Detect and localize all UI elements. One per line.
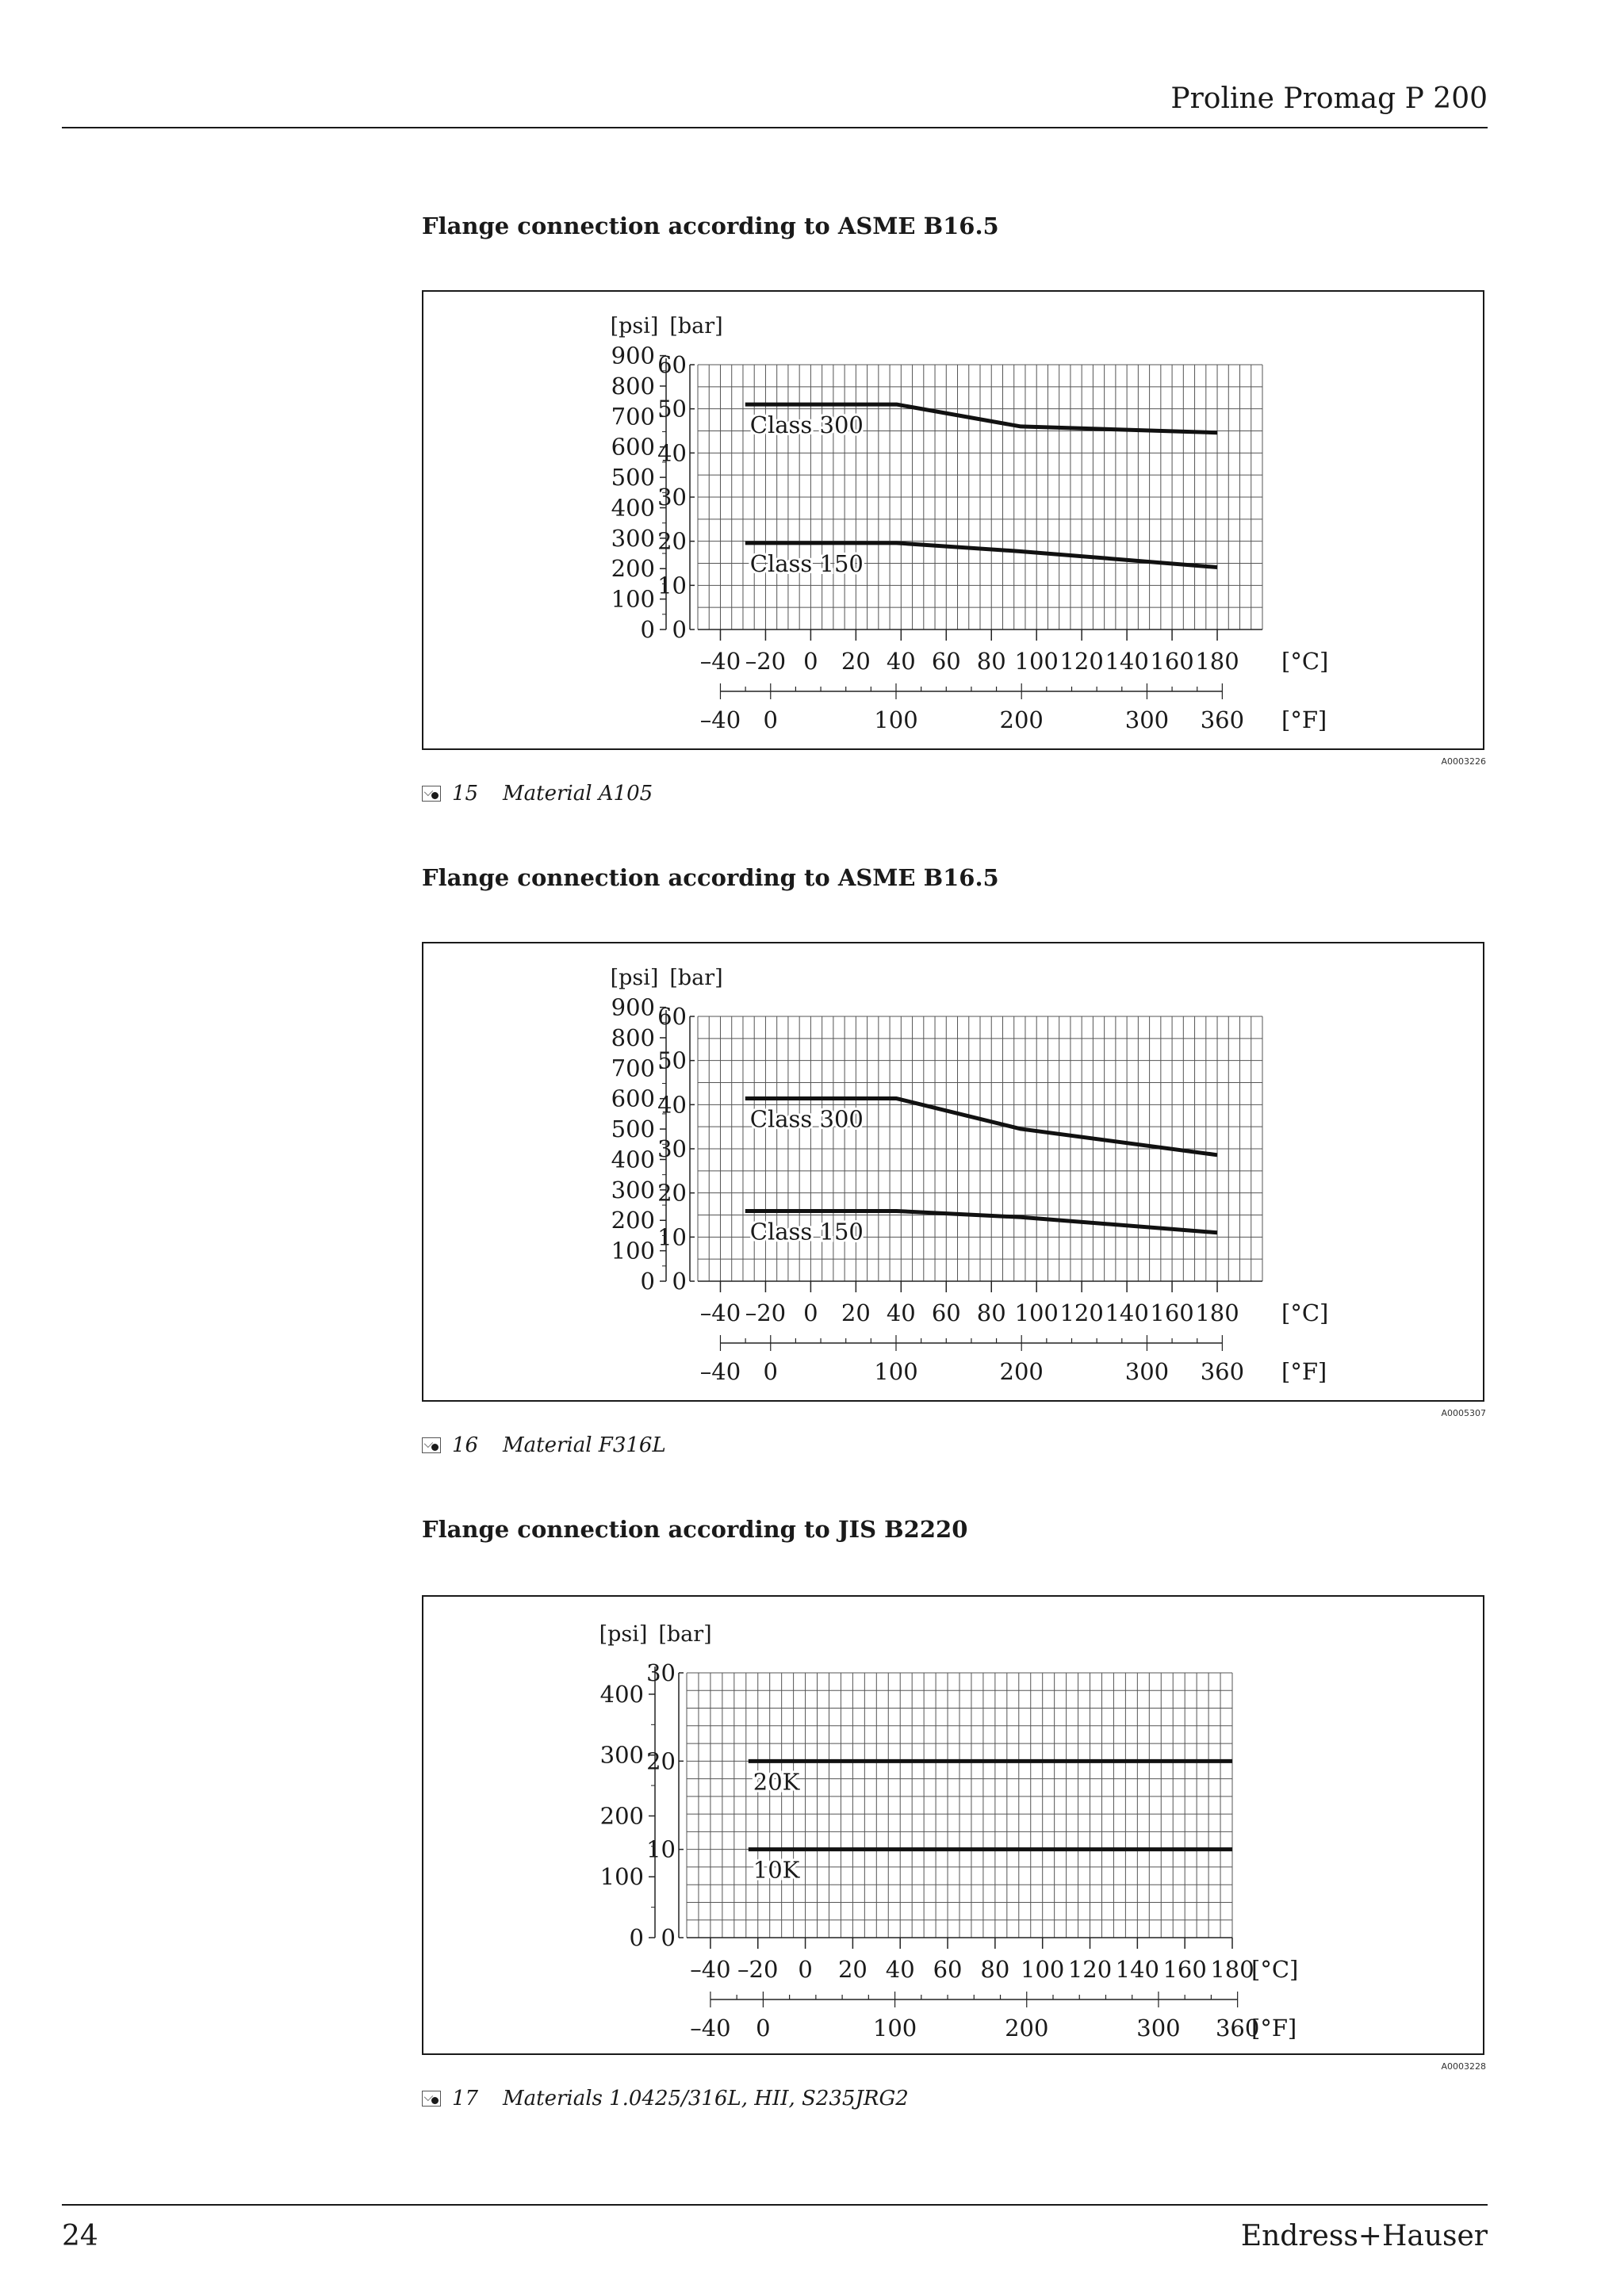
y-tick-label: 20 xyxy=(657,1179,687,1207)
y-tick-label: 60 xyxy=(657,1003,687,1030)
x-tick-label: –20 xyxy=(737,1956,779,1983)
y2-axis-label: [psi] xyxy=(610,966,659,990)
y2-tick-label: 0 xyxy=(640,1268,655,1295)
y-axis-label: [bar] xyxy=(669,966,723,990)
x-tick-label: 160 xyxy=(1150,648,1194,675)
figure-number: 16 xyxy=(452,1433,479,1457)
pressure-temperature-chart xyxy=(423,1597,1486,2057)
x2-axis-label: [°F] xyxy=(1281,706,1327,733)
y-tick-label: 40 xyxy=(657,1091,687,1119)
series-label: 20K xyxy=(753,1768,800,1796)
figure-caption xyxy=(422,1433,666,1457)
y-tick-label: 10 xyxy=(646,1835,676,1863)
x-tick-label: 140 xyxy=(1105,648,1149,675)
figure-caption-text: Material A105 xyxy=(503,782,653,806)
x-tick-label: 160 xyxy=(1162,1956,1207,1983)
header-rule xyxy=(62,127,1488,128)
chart-frame xyxy=(422,1595,1484,2055)
y2-tick-label: 400 xyxy=(611,1146,655,1173)
y2-tick-label: 500 xyxy=(611,1115,655,1143)
y2-tick-label: 900 xyxy=(611,993,655,1021)
x-tick-label: –40 xyxy=(699,1299,741,1326)
x-tick-label: 20 xyxy=(841,648,871,675)
y-tick-label: 10 xyxy=(657,572,687,599)
y-tick-label: 60 xyxy=(657,351,687,378)
x2-tick-label: 300 xyxy=(1136,2015,1181,2042)
y2-tick-label: 700 xyxy=(611,403,655,430)
x2-tick-label: 0 xyxy=(763,706,778,733)
x2-tick-label: 300 xyxy=(1124,1358,1170,1385)
footer-rule xyxy=(62,2204,1488,2206)
figure-caption-text: Material F316L xyxy=(503,1433,666,1457)
y2-tick-label: 100 xyxy=(611,585,655,613)
section-heading: Flange connection according to ASME B16.5 xyxy=(422,864,999,891)
y-tick-label: 50 xyxy=(657,1047,687,1074)
series-label: 10K xyxy=(753,1856,800,1884)
y-tick-label: 20 xyxy=(657,527,687,555)
y2-tick-label: 100 xyxy=(611,1237,655,1265)
drawing-code: A0005307 xyxy=(1441,1408,1486,1418)
y2-tick-label: 300 xyxy=(599,1741,644,1769)
x-tick-label: 60 xyxy=(933,1956,963,1983)
x-tick-label: –40 xyxy=(699,648,741,675)
x-tick-label: 140 xyxy=(1115,1956,1160,1983)
x2-tick-label: 100 xyxy=(874,1358,918,1385)
y-axis-label: [bar] xyxy=(658,1622,712,1647)
pressure-temperature-chart xyxy=(423,292,1486,752)
x2-tick-label: –40 xyxy=(699,706,741,733)
chart-frame xyxy=(422,290,1484,750)
drawing-code: A0003228 xyxy=(1441,2061,1486,2072)
x2-tick-label: 360 xyxy=(1200,706,1245,733)
x2-tick-label: –40 xyxy=(690,2015,731,2042)
y-tick-label: 30 xyxy=(657,484,687,511)
x-axis-label: [°C] xyxy=(1251,1956,1299,1983)
y2-tick-label: 300 xyxy=(611,524,655,552)
chart-frame xyxy=(422,942,1484,1402)
brand-name: Endress+Hauser xyxy=(1240,2220,1488,2252)
x-tick-label: 180 xyxy=(1195,1299,1239,1326)
y-tick-label: 0 xyxy=(661,1924,676,1951)
y2-tick-label: 200 xyxy=(611,555,655,583)
document-title: Proline Promag P 200 xyxy=(1170,82,1488,115)
y-tick-label: 30 xyxy=(646,1659,676,1686)
x-tick-label: 60 xyxy=(931,648,961,675)
figure-icon xyxy=(422,1437,441,1453)
drawing-code: A0003226 xyxy=(1441,756,1486,767)
x-tick-label: 180 xyxy=(1210,1956,1254,1983)
y2-tick-label: 900 xyxy=(611,342,655,369)
x-tick-label: 0 xyxy=(798,1956,813,1983)
x-tick-label: 40 xyxy=(886,1299,916,1326)
y-axis-label: [bar] xyxy=(669,314,723,339)
x-tick-label: –20 xyxy=(745,1299,787,1326)
x-tick-label: 100 xyxy=(1014,648,1059,675)
x-tick-label: –20 xyxy=(745,648,787,675)
x-tick-label: 80 xyxy=(980,1956,1010,1983)
x-tick-label: 20 xyxy=(837,1956,868,1983)
y2-tick-label: 200 xyxy=(599,1802,644,1830)
figure-icon xyxy=(422,2091,441,2107)
x2-tick-label: 360 xyxy=(1215,2015,1260,2042)
x-tick-label: 140 xyxy=(1105,1299,1149,1326)
x-tick-label: 0 xyxy=(803,648,818,675)
y-tick-label: 40 xyxy=(657,439,687,467)
x2-tick-label: 200 xyxy=(999,1358,1044,1385)
x2-tick-label: 200 xyxy=(999,706,1044,733)
y2-axis-label: [psi] xyxy=(610,314,659,339)
x2-tick-label: 360 xyxy=(1200,1358,1245,1385)
x2-tick-label: –40 xyxy=(699,1358,741,1385)
figure-icon xyxy=(422,786,441,802)
y-tick-label: 30 xyxy=(657,1135,687,1162)
figure-number: 17 xyxy=(452,2087,479,2110)
x-tick-label: 40 xyxy=(886,648,916,675)
series-label: Class 300 xyxy=(749,1105,864,1133)
y-tick-label: 50 xyxy=(657,395,687,423)
y-tick-label: 0 xyxy=(672,616,687,643)
x2-axis-label: [°F] xyxy=(1281,1358,1327,1385)
y2-tick-label: 0 xyxy=(640,616,655,643)
x-axis-label: [°C] xyxy=(1281,648,1329,675)
y-tick-label: 0 xyxy=(672,1268,687,1295)
y-tick-label: 10 xyxy=(657,1223,687,1251)
figure-caption xyxy=(422,2087,909,2110)
x-tick-label: 60 xyxy=(931,1299,961,1326)
y2-tick-label: 600 xyxy=(611,433,655,461)
pressure-temperature-chart xyxy=(423,943,1486,1403)
x2-tick-label: 100 xyxy=(874,706,918,733)
x2-tick-label: 200 xyxy=(1005,2015,1049,2042)
series-label: Class 300 xyxy=(749,411,864,439)
x2-tick-label: 0 xyxy=(763,1358,778,1385)
x-tick-label: 40 xyxy=(885,1956,915,1983)
y2-axis-label: [psi] xyxy=(599,1622,648,1647)
x-tick-label: 80 xyxy=(976,648,1006,675)
x-tick-label: 80 xyxy=(976,1299,1006,1326)
y2-tick-label: 300 xyxy=(611,1176,655,1203)
y2-tick-label: 400 xyxy=(611,494,655,522)
y2-tick-label: 200 xyxy=(611,1207,655,1234)
series-label: Class 150 xyxy=(749,549,864,577)
y2-tick-label: 500 xyxy=(611,464,655,492)
x-tick-label: –40 xyxy=(690,1956,731,1983)
y2-tick-label: 800 xyxy=(611,372,655,400)
x2-tick-label: 0 xyxy=(756,2015,771,2042)
page-header xyxy=(0,0,1624,135)
x-tick-label: 100 xyxy=(1014,1299,1059,1326)
x-axis-label: [°C] xyxy=(1281,1299,1329,1326)
x2-tick-label: 100 xyxy=(872,2015,917,2042)
series-label: Class 150 xyxy=(749,1218,864,1246)
section-heading: Flange connection according to ASME B16.5 xyxy=(422,212,999,239)
section-heading: Flange connection according to JIS B2220 xyxy=(422,1516,968,1543)
y2-tick-label: 100 xyxy=(599,1863,644,1891)
x-tick-label: 160 xyxy=(1150,1299,1194,1326)
y2-tick-label: 600 xyxy=(611,1085,655,1112)
x-tick-label: 0 xyxy=(803,1299,818,1326)
x2-tick-label: 300 xyxy=(1124,706,1170,733)
page-number: 24 xyxy=(62,2220,98,2252)
figure-number: 15 xyxy=(452,782,479,806)
figure-caption-text: Materials 1.0425/316L, HII, S235JRG2 xyxy=(503,2087,909,2110)
x-tick-label: 180 xyxy=(1195,648,1239,675)
x-tick-label: 120 xyxy=(1059,1299,1104,1326)
y2-tick-label: 400 xyxy=(599,1680,644,1708)
x-tick-label: 120 xyxy=(1059,648,1104,675)
x-tick-label: 100 xyxy=(1021,1956,1065,1983)
x2-axis-label: [°F] xyxy=(1251,2015,1297,2042)
y2-tick-label: 0 xyxy=(629,1924,644,1951)
x-tick-label: 120 xyxy=(1067,1956,1113,1983)
figure-caption xyxy=(422,782,653,806)
y-tick-label: 20 xyxy=(646,1747,676,1775)
x-tick-label: 20 xyxy=(841,1299,871,1326)
y2-tick-label: 700 xyxy=(611,1054,655,1082)
y2-tick-label: 800 xyxy=(611,1024,655,1051)
